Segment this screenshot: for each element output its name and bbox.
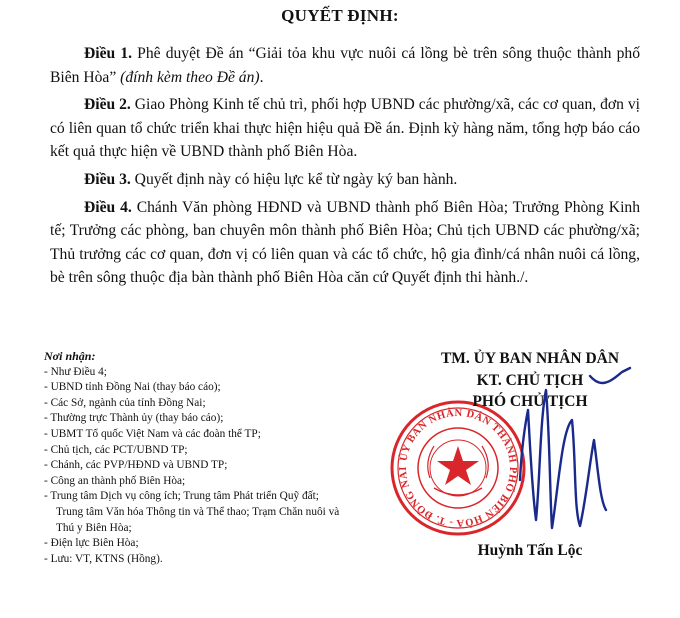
article-3-label: Điều 3. (84, 170, 131, 188)
list-item: - Chủ tịch, các PCT/UBND TP; (44, 443, 188, 456)
signature-block (390, 350, 670, 610)
list-item: - Công an thành phố Biên Hòa; (44, 474, 186, 487)
article-4-label: Điều 4. (84, 198, 132, 216)
article-3-text: Quyết định này có hiệu lực kể từ ngày ký ban hành. (130, 170, 458, 188)
list-item: - UBND tỉnh Đồng Nai (thay báo cáo); (44, 381, 221, 394)
article-1-tail: . (259, 68, 264, 86)
article-1 (50, 42, 640, 89)
document-title: QUYẾT ĐỊNH: (281, 6, 399, 25)
list-item: - Các Sở, ngành của tỉnh Đồng Nai; (44, 396, 206, 409)
article-4-text: Chánh Văn phòng HĐND và UBND thành phố Biên Hòa; Trưởng Phòng Kinh tế; Trưởng các phòng, ban chuyên môn thành phố Biên Hòa; Chủ tịch UBND các phường/xã; Thủ trưởng các cơ quan, đơn vị có liên quan và các tổ chức, hộ gia đình/cá nhân nuôi cá lồng, bè trên sông thuộc địa bàn thành phố Biên Hòa căn cứ Quyết định thi hành./. (50, 198, 640, 287)
signature-role-line: KT. CHỦ TỊCH (476, 372, 584, 389)
article-2 (50, 93, 640, 164)
signer-name: Huỳnh Tấn Lộc (477, 542, 583, 559)
list-item: - UBMT Tổ quốc Việt Nam và các đoàn thể TP; (44, 427, 261, 440)
decision-articles (50, 42, 640, 294)
article-1-attachment-note: (đính kèm theo Đề án) (120, 68, 260, 86)
article-2-label: Điều 2. (84, 96, 131, 114)
article-4 (50, 196, 640, 290)
list-item: - Trung tâm Dịch vụ công ích; Trung tâm Phát triển Quỹ đất; Trung tâm Văn hóa Thông tin và Thể thao; Trạm Chăn nuôi và Thú y Biên Hòa; (44, 490, 340, 534)
recipients-list (44, 365, 344, 568)
article-1-label: Điều 1. (84, 45, 133, 62)
article-2-text: Giao Phòng Kinh tế chủ trì, phối hợp UBND các phường/xã, các cơ quan, đơn vị có liên quan tổ chức triển khai thực hiện hiệu quả Đề án. Định kỳ hàng năm, tổng hợp báo cáo kết quả thực hiện về UBND thành phố Biên Hòa. (50, 96, 640, 161)
list-item: - Thường trực Thành ủy (thay báo cáo); (44, 412, 224, 425)
signature-org-line: TM. ỦY BAN NHÂN DÂN (440, 350, 620, 367)
recipients-block (44, 349, 344, 567)
article-3 (50, 168, 640, 192)
list-item: - Điện lực Biên Hòa; (44, 537, 139, 550)
signature-title-line: PHÓ CHỦ TỊCH (472, 393, 588, 410)
recipients-heading: Nơi nhận: (44, 349, 96, 363)
list-item: - Lưu: VT, KTNS (Hồng). (44, 552, 163, 565)
list-item: - Như Điều 4; (44, 365, 107, 378)
article-1-text: Phê duyệt Đề án “Giải tỏa khu vực nuôi cá lồng bè trên sông thuộc thành phố Biên Hòa” (50, 45, 641, 86)
seal-text: ỦY BAN NHÂN DÂN THÀNH PHỐ BIÊN HÒA - T. ĐỒNG NAI (397, 407, 519, 529)
list-item: - Chánh, các PVP/HĐND và UBND TP; (44, 459, 228, 472)
